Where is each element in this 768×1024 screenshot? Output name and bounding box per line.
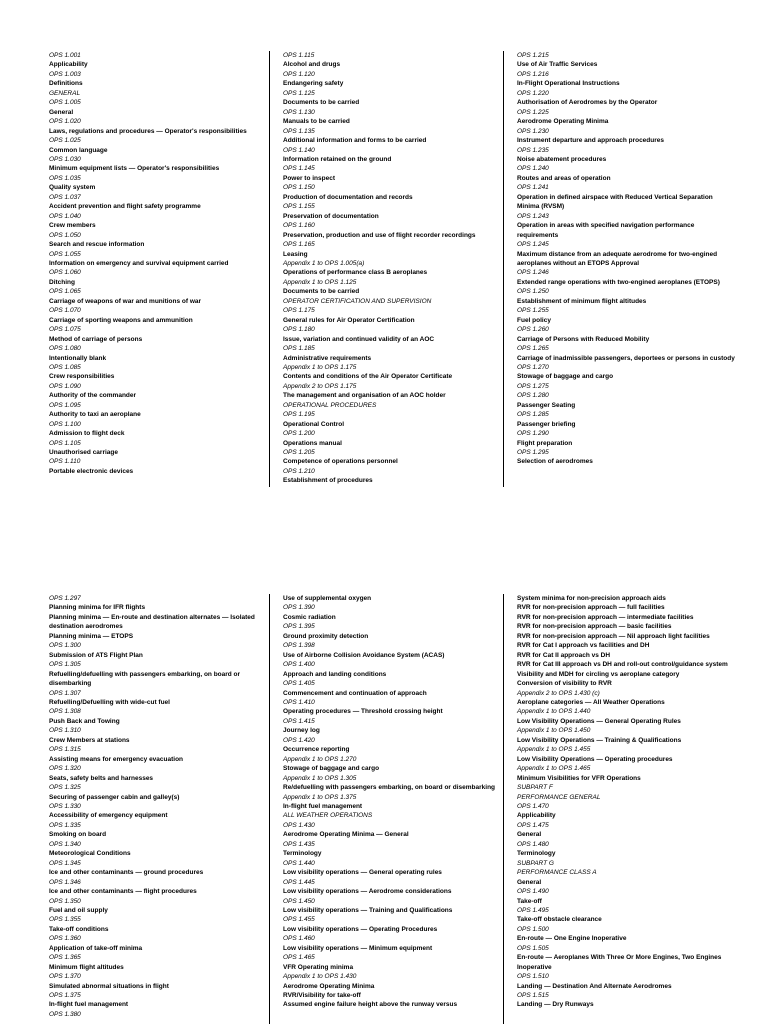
section-reference: OPS 1.475 <box>517 821 549 829</box>
section-title: Competence of operations personnel <box>283 458 398 466</box>
section-reference: OPS 1.265 <box>517 345 549 353</box>
section-reference: OPS 1.220 <box>517 89 549 97</box>
section-reference: Appendix 1 to OPS 1.465 <box>517 765 591 773</box>
section-reference: OPS 1.195 <box>283 411 315 419</box>
section-title: Stowage of baggage and cargo <box>283 765 380 773</box>
section-heading: GENERAL <box>49 89 81 97</box>
section-title: Re/defuelling with passengers embarking, on board or disembarking <box>283 784 496 792</box>
section-reference: OPS 1.360 <box>49 935 81 943</box>
section-reference: OPS 1.210 <box>283 467 315 475</box>
section-reference: OPS 1.460 <box>283 935 315 943</box>
section-title: Admission to flight deck <box>49 430 125 438</box>
section-title: Terminology <box>283 850 322 858</box>
section-title: Refuelling/defuelling with passengers embarking, on board or disembarking <box>49 670 241 688</box>
section-title: Operation in areas with specified navigation performance requirements <box>517 222 695 239</box>
section-title: Low visibility operations — General operating rules <box>283 869 442 877</box>
section-reference: OPS 1.515 <box>517 992 549 1000</box>
section-title: Noise abatement procedures <box>517 155 607 163</box>
top-column-3 <box>517 51 735 467</box>
section-reference: Appendix 1 to OPS 1.125 <box>283 278 357 286</box>
section-reference: OPS 1.315 <box>49 746 81 754</box>
section-reference: OPS 1.346 <box>49 878 81 886</box>
section-reference: OPS 1.150 <box>283 184 315 192</box>
section-title: Fuel and oil supply <box>49 906 108 914</box>
section-title: Low Visibility Operations — Training & Qualifications <box>517 736 682 744</box>
section-title: In-flight fuel management <box>283 802 363 810</box>
section-title: Planning minima — En-route and destination alternates — Isolated destination aerodromes <box>49 613 255 631</box>
column-separator <box>269 51 270 487</box>
section-title: Maximum distance from an adequate aerodrome for two-engined aeroplanes without an ETOPS Approval <box>517 250 718 267</box>
section-reference: OPS 1.155 <box>283 203 315 211</box>
section-title: Meteorological Conditions <box>49 850 131 858</box>
section-title: Cosmic radiation <box>283 613 336 621</box>
section-title: Aerodrome Operating Minima <box>283 982 375 990</box>
section-title: Documents to be carried <box>283 99 360 107</box>
section-title: Fuel policy <box>517 316 551 324</box>
section-title: Selection of aerodromes <box>517 458 593 466</box>
section-title: RVR for Cat III approach vs DH and roll-out control/guidance system <box>517 661 728 669</box>
section-title: Aerodrome Operating Minima — General <box>283 831 409 839</box>
section-heading: SUBPART F <box>517 784 553 792</box>
section-title: Aeroplane categories — All Weather Operations <box>517 698 665 706</box>
section-reference: OPS 1.216 <box>517 70 549 78</box>
section-reference: OPS 1.145 <box>283 165 315 173</box>
section-title: Operation in defined airspace with Reduced Vertical Separation Minima (RVSM) <box>517 193 713 211</box>
section-title: Low visibility operations — Minimum equipment <box>283 944 433 952</box>
section-title: Preservation, production and use of flight recorder recordings <box>283 231 476 239</box>
section-title: Smoking on board <box>49 831 107 839</box>
section-reference: OPS 1.440 <box>283 859 315 867</box>
section-reference: OPS 1.160 <box>283 222 315 230</box>
section-title: Minimum Visibilities for VFR Operations <box>517 774 641 782</box>
section-heading: PERFORMANCE GENERAL <box>517 793 601 801</box>
section-title: In-Flight Operational Instructions <box>517 80 620 88</box>
section-reference: OPS 1.310 <box>49 727 81 735</box>
section-reference: OPS 1.065 <box>49 288 81 296</box>
section-reference: OPS 1.250 <box>517 288 549 296</box>
top-column-1 <box>49 51 267 476</box>
section-heading: OPERATOR CERTIFICATION AND SUPERVISION <box>283 297 432 305</box>
section-reference: OPS 1.165 <box>283 241 315 249</box>
section-title: Applicability <box>517 812 556 820</box>
section-title: Endangering safety <box>283 80 344 88</box>
section-reference: OPS 1.185 <box>283 345 315 353</box>
section-reference: OPS 1.175 <box>283 307 315 315</box>
section-reference: OPS 1.135 <box>283 127 315 135</box>
section-title: Application of take-off minima <box>49 944 143 952</box>
bottom-column-3 <box>517 594 735 1010</box>
section-heading: ALL WEATHER OPERATIONS <box>283 812 373 820</box>
section-title: RVR/Visibility for take-off <box>283 992 361 1000</box>
section-title: Carriage of sporting weapons and ammunition <box>49 316 193 324</box>
section-title: Quality system <box>49 184 96 192</box>
section-reference: OPS 1.350 <box>49 897 81 905</box>
section-reference: OPS 1.330 <box>49 802 81 810</box>
section-reference: OPS 1.290 <box>517 430 549 438</box>
section-title: Aerodrome Operating Minima <box>517 118 609 126</box>
section-reference: OPS 1.035 <box>49 174 81 182</box>
section-title: VFR Operating minima <box>283 963 354 971</box>
section-title: Stowage of baggage and cargo <box>517 373 614 381</box>
section-title: RVR for non-precision approach — Nil approach light facilities <box>517 632 710 640</box>
section-title: Operations manual <box>283 439 342 447</box>
section-reference: Appendix 1 to OPS 1.450 <box>517 727 591 735</box>
section-title: Simulated abnormal situations in flight <box>49 982 169 990</box>
section-reference: OPS 1.320 <box>49 765 81 773</box>
section-title: Low visibility operations — Operating Procedures <box>283 925 438 933</box>
section-reference: Appendix 1 to OPS 1.440 <box>517 708 591 716</box>
section-title: Take-off obstacle clearance <box>517 916 602 924</box>
section-reference: OPS 1.003 <box>49 70 81 78</box>
section-title: RVR for non-precision approach — intermediate facilities <box>517 613 694 621</box>
section-reference: OPS 1.105 <box>49 439 81 447</box>
section-title: Visibility and MDH for circling vs aeroplane category <box>517 670 680 678</box>
section-title: RVR for Cat I approach vs facilities and DH <box>517 642 650 650</box>
section-reference: OPS 1.075 <box>49 326 81 334</box>
section-reference: OPS 1.480 <box>517 840 549 848</box>
section-reference: OPS 1.020 <box>49 118 81 126</box>
section-reference: OPS 1.030 <box>49 155 81 163</box>
top-column-2 <box>283 51 501 486</box>
section-reference: OPS 1.130 <box>283 108 315 116</box>
section-reference: OPS 1.300 <box>49 642 81 650</box>
section-heading: OPERATIONAL PROCEDURES <box>283 401 377 409</box>
section-title: General rules for Air Operator Certification <box>283 316 415 324</box>
section-title: Crew members <box>49 222 96 230</box>
section-reference: OPS 1.245 <box>517 241 549 249</box>
section-reference: OPS 1.070 <box>49 307 81 315</box>
section-reference: OPS 1.395 <box>283 623 315 631</box>
section-title: Ditching <box>49 278 75 286</box>
section-title: Alcohol and drugs <box>283 61 341 69</box>
section-reference: OPS 1.180 <box>283 326 315 334</box>
section-title: Extended range operations with two-engined aeroplanes (ETOPS) <box>517 278 720 286</box>
section-reference: OPS 1.505 <box>517 944 549 952</box>
section-reference: OPS 1.365 <box>49 954 81 962</box>
section-reference: OPS 1.100 <box>49 420 81 428</box>
section-title: Low visibility operations — Training and Qualifications <box>283 906 453 914</box>
section-reference: OPS 1.125 <box>283 89 315 97</box>
section-title: Carriage of weapons of war and munitions of war <box>49 297 202 305</box>
section-title: Establishment of procedures <box>283 477 373 485</box>
section-reference: OPS 1.465 <box>283 954 315 962</box>
section-reference: OPS 1.297 <box>49 595 81 602</box>
section-title: Accessibility of emergency equipment <box>49 812 168 820</box>
section-title: Authorisation of Aerodromes by the Operator <box>517 99 658 107</box>
section-reference: OPS 1.025 <box>49 137 81 145</box>
section-title: Instrument departure and approach procedures <box>517 137 665 145</box>
section-title: Intentionally blank <box>49 354 107 362</box>
column-separator <box>269 594 270 1024</box>
section-reference: OPS 1.246 <box>517 269 549 277</box>
section-reference: OPS 1.280 <box>517 392 549 400</box>
section-reference: OPS 1.205 <box>283 449 315 457</box>
section-title: Authority to taxi an aeroplane <box>49 411 141 419</box>
section-title: Production of documentation and records <box>283 193 413 201</box>
column-separator <box>503 594 504 1024</box>
section-reference: OPS 1.430 <box>283 821 315 829</box>
section-title: Ice and other contaminants — flight procedures <box>49 888 197 896</box>
section-title: General <box>517 831 542 839</box>
section-title: Commencement and continuation of approach <box>283 689 427 697</box>
section-reference: OPS 1.255 <box>517 307 549 315</box>
section-reference: OPS 1.260 <box>517 326 549 334</box>
section-reference: OPS 1.001 <box>49 52 81 59</box>
section-reference: OPS 1.400 <box>283 661 315 669</box>
section-reference: OPS 1.080 <box>49 345 81 353</box>
section-reference: OPS 1.390 <box>283 604 315 612</box>
section-reference: OPS 1.500 <box>517 925 549 933</box>
section-reference: OPS 1.040 <box>49 212 81 220</box>
section-reference: OPS 1.055 <box>49 250 81 258</box>
section-title: Information on emergency and survival equipment carried <box>49 259 229 267</box>
section-title: Submission of ATS Flight Plan <box>49 651 143 659</box>
section-title: Low Visibility Operations — General Operating Rules <box>517 717 681 725</box>
section-reference: OPS 1.005 <box>49 99 81 107</box>
section-title: Planning minima — ETOPS <box>49 632 134 640</box>
section-title: Portable electronic devices <box>49 467 134 475</box>
section-title: Definitions <box>49 80 83 88</box>
section-reference: OPS 1.380 <box>49 1010 81 1018</box>
section-title: Use of Airborne Collision Avoidance System (ACAS) <box>283 651 445 659</box>
section-reference: OPS 1.241 <box>517 184 549 192</box>
section-title: En-route — Aeroplanes With Three Or More Engines, Two Engines Inoperative <box>517 954 722 971</box>
section-reference: OPS 1.335 <box>49 821 81 829</box>
section-reference: OPS 1.420 <box>283 736 315 744</box>
section-reference: OPS 1.490 <box>517 888 549 896</box>
section-reference: OPS 1.240 <box>517 165 549 173</box>
section-reference: OPS 1.060 <box>49 269 81 277</box>
section-title: Passenger Seating <box>517 401 576 409</box>
section-reference: OPS 1.225 <box>517 108 549 116</box>
section-title: Applicability <box>49 61 88 69</box>
section-title: Occurrence reporting <box>283 746 350 754</box>
section-title: En-route — One Engine Inoperative <box>517 935 627 943</box>
section-title: Method of carriage of persons <box>49 335 143 343</box>
section-reference: OPS 1.450 <box>283 897 315 905</box>
section-reference: OPS 1.230 <box>517 127 549 135</box>
section-reference: OPS 1.085 <box>49 363 81 371</box>
section-heading: PERFORMANCE CLASS A <box>517 869 597 877</box>
section-title: Refuelling/Defuelling with wide-cut fuel <box>49 698 170 706</box>
section-title: Ground proximity detection <box>283 632 369 640</box>
section-reference: Appendix 1 to OPS 1.175 <box>283 363 357 371</box>
section-reference: Appendix 1 to OPS 1.455 <box>517 746 591 754</box>
section-title: System minima for non-precision approach aids <box>517 595 666 602</box>
section-title: The management and organisation of an AOC holder <box>283 392 446 400</box>
section-reference: Appendix 1 to OPS 1.430 <box>283 973 357 981</box>
section-title: RVR for non-precision approach — full facilities <box>517 604 665 612</box>
section-reference: Appendix 1 to OPS 1.270 <box>283 755 357 763</box>
section-title: General <box>49 108 74 116</box>
section-reference: OPS 1.345 <box>49 859 81 867</box>
section-title: Administrative requirements <box>283 354 372 362</box>
section-title: Authority of the commander <box>49 392 137 400</box>
column-separator <box>503 51 504 487</box>
section-title: Manuals to be carried <box>283 118 350 126</box>
section-title: Crew responsibilities <box>49 373 115 381</box>
section-reference: OPS 1.405 <box>283 680 315 688</box>
section-title: Landing — Dry Runways <box>517 1001 594 1009</box>
section-reference: OPS 1.355 <box>49 916 81 924</box>
section-reference: OPS 1.340 <box>49 840 81 848</box>
section-reference: Appendix 2 to OPS 1.430 (c) <box>517 689 600 697</box>
section-reference: OPS 1.495 <box>517 906 549 914</box>
section-title: Ice and other contaminants — ground procedures <box>49 869 204 877</box>
section-title: Power to inspect <box>283 174 336 182</box>
section-title: Routes and areas of operation <box>517 174 611 182</box>
section-title: Use of Air Traffic Services <box>517 61 598 69</box>
section-reference: OPS 1.037 <box>49 193 81 201</box>
section-reference: OPS 1.308 <box>49 708 81 716</box>
section-reference: OPS 1.243 <box>517 212 549 220</box>
section-reference: OPS 1.275 <box>517 382 549 390</box>
section-title: Planning minima for IFR flights <box>49 604 146 612</box>
section-reference: OPS 1.090 <box>49 382 81 390</box>
section-reference: Appendix 2 to OPS 1.175 <box>283 382 357 390</box>
section-reference: OPS 1.415 <box>283 717 315 725</box>
section-reference: OPS 1.120 <box>283 70 315 78</box>
section-heading: SUBPART G <box>517 859 554 867</box>
section-reference: OPS 1.095 <box>49 401 81 409</box>
section-title: RVR for non-precision approach — basic facilities <box>517 623 672 631</box>
section-reference: OPS 1.325 <box>49 784 81 792</box>
section-title: Take-off conditions <box>49 925 109 933</box>
section-title: Issue, variation and continued validity of an AOC <box>283 335 435 343</box>
section-reference: Appendix 1 to OPS 1.005(a) <box>283 259 365 267</box>
section-title: Push Back and Towing <box>49 717 120 725</box>
section-reference: OPS 1.050 <box>49 231 81 239</box>
section-title: Operations of performance class B aeroplanes <box>283 269 428 277</box>
section-title: Unauthorised carriage <box>49 449 118 457</box>
section-reference: Appendix 1 to OPS 1.375 <box>283 793 357 801</box>
section-title: Preservation of documentation <box>283 212 379 220</box>
section-reference: OPS 1.470 <box>517 802 549 810</box>
section-reference: OPS 1.510 <box>517 973 549 981</box>
section-title: Assisting means for emergency evacuation <box>49 755 184 763</box>
section-title: Information retained on the ground <box>283 155 392 163</box>
section-title: Contents and conditions of the Air Operator Certificate <box>283 373 453 381</box>
section-title: Additional information and forms to be carried <box>283 137 427 145</box>
section-title: Accident prevention and flight safety programme <box>49 203 201 211</box>
section-reference: OPS 1.307 <box>49 689 81 697</box>
section-title: Documents to be carried <box>283 288 360 296</box>
section-title: Use of supplemental oxygen <box>283 595 372 602</box>
section-title: Seats, safety belts and harnesses <box>49 774 154 782</box>
section-title: Landing — Destination And Alternate Aerodromes <box>517 982 672 990</box>
section-title: In-flight fuel management <box>49 1001 129 1009</box>
section-title: Operating procedures — Threshold crossing height <box>283 708 443 716</box>
section-title: Flight preparation <box>517 439 573 447</box>
section-reference: OPS 1.305 <box>49 661 81 669</box>
section-title: Low visibility operations — Aerodrome considerations <box>283 888 452 896</box>
section-reference: OPS 1.200 <box>283 430 315 438</box>
section-title: Assumed engine failure height above the runway versus <box>283 1001 458 1009</box>
section-title: Establishment of minimum flight altitudes <box>517 297 647 305</box>
section-reference: OPS 1.375 <box>49 992 81 1000</box>
section-title: Low Visibility Operations — Operating procedures <box>517 755 673 763</box>
section-title: Approach and landing conditions <box>283 670 387 678</box>
section-title: Laws, regulations and procedures — Operator's responsibilities <box>49 127 247 135</box>
section-title: Minimum flight altitudes <box>49 963 124 971</box>
section-title: RVR for Cat II approach vs DH <box>517 651 611 659</box>
section-title: Conversion of visibility to RVR <box>517 680 612 688</box>
section-title: Take-off <box>517 897 542 905</box>
section-title: Leasing <box>283 250 308 258</box>
section-reference: OPS 1.455 <box>283 916 315 924</box>
section-reference: OPS 1.398 <box>283 642 315 650</box>
section-title: Common language <box>49 146 108 154</box>
section-title: General <box>517 878 542 886</box>
section-title: Journey log <box>283 727 320 735</box>
section-title: Carriage of inadmissible passengers, deportees or persons in custody <box>517 354 735 362</box>
section-title: Crew Members at stations <box>49 736 130 744</box>
section-title: Carriage of Persons with Reduced Mobility <box>517 335 650 343</box>
section-reference: OPS 1.270 <box>517 363 549 371</box>
bottom-column-1 <box>49 594 267 1019</box>
section-reference: OPS 1.445 <box>283 878 315 886</box>
section-reference: OPS 1.285 <box>517 411 549 419</box>
section-title: Securing of passenger cabin and galley(s) <box>49 793 180 801</box>
section-reference: OPS 1.110 <box>49 458 81 466</box>
section-title: Passenger briefing <box>517 420 576 428</box>
section-reference: OPS 1.215 <box>517 52 549 59</box>
section-reference: OPS 1.140 <box>283 146 315 154</box>
section-reference: OPS 1.435 <box>283 840 315 848</box>
section-reference: OPS 1.370 <box>49 973 81 981</box>
section-title: Minimum equipment lists — Operator's responsibilities <box>49 165 220 173</box>
section-title: Operational Control <box>283 420 345 428</box>
section-title: Search and rescue information <box>49 241 145 249</box>
section-reference: OPS 1.115 <box>283 52 315 59</box>
bottom-column-2 <box>283 594 501 1010</box>
section-reference: OPS 1.235 <box>517 146 549 154</box>
section-reference: OPS 1.410 <box>283 698 315 706</box>
section-reference: Appendix 1 to OPS 1.305 <box>283 774 357 782</box>
section-reference: OPS 1.295 <box>517 449 549 457</box>
section-title: Terminology <box>517 850 556 858</box>
